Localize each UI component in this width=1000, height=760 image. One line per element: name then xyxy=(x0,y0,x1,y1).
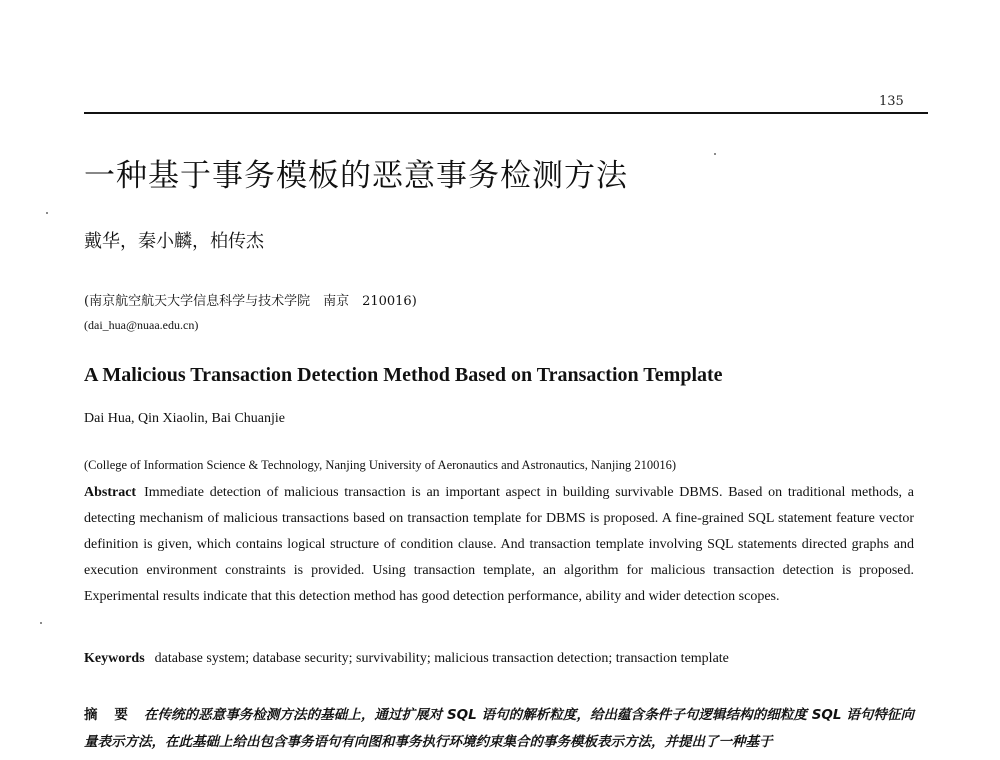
scan-speck xyxy=(714,153,716,155)
abstract-text: Immediate detection of malicious transaction is an important aspect in building survivable DBMS. Based on traditional methods, a detecting mechanism of malicious transactions based on transaction template for DBMS is proposed. A fine-grained SQL statement feature vector definition is given, which contains logical structure of condition clause. And transaction template involving SQL statements directed graphs and execution environment constraints is provided. Using transaction template, an algorithm for malicious transaction detection is proposed. Experimental results indicate that this detection method has good detection performance, ability and wider detection scopes. xyxy=(84,485,914,604)
english-authors: Dai Hua, Qin Xiaolin, Bai Chuanjie xyxy=(84,411,286,426)
scan-speck xyxy=(40,622,42,624)
author-email: (dai_hua@nuaa.edu.cn) xyxy=(84,318,199,332)
english-abstract xyxy=(84,480,914,610)
chinese-abstract-text: 在传统的恶意事务检测方法的基础上，通过扩展对 SQL 语句的解析粒度，给出蕴含条件子句逻辑结构的细粒度 SQL 语句特征向量表示方法，在此基础上给出包含事务语句有向图和事务执行环境约束集合的事务模板表示方法，并提出了一种基于 xyxy=(84,707,915,750)
scan-speck xyxy=(46,212,48,214)
keywords-text: database system; database security; survivability; malicious transaction detection; transaction template xyxy=(154,651,729,666)
abstract-label: Abstract xyxy=(84,485,137,500)
english-title: A Malicious Transaction Detection Method Based on Transaction Template xyxy=(84,364,723,386)
header-rule xyxy=(84,112,928,114)
english-affiliation: (College of Information Science & Technology, Nanjing University of Aeronautics and Astronautics, Nanjing 210016) xyxy=(84,458,677,472)
page-number: 135 xyxy=(879,94,904,109)
chinese-title: 一种基于事务模板的恶意事务检测方法 xyxy=(84,158,628,194)
chinese-authors: 戴华，秦小麟，柏传杰 xyxy=(84,231,264,252)
chinese-abstract-label: 摘 要 xyxy=(84,707,134,723)
english-keywords xyxy=(84,651,924,667)
keywords-label: Keywords xyxy=(84,651,145,666)
chinese-abstract xyxy=(84,702,914,756)
chinese-affiliation: (南京航空航天大学信息科学与技术学院 南京 210016) xyxy=(84,294,417,309)
